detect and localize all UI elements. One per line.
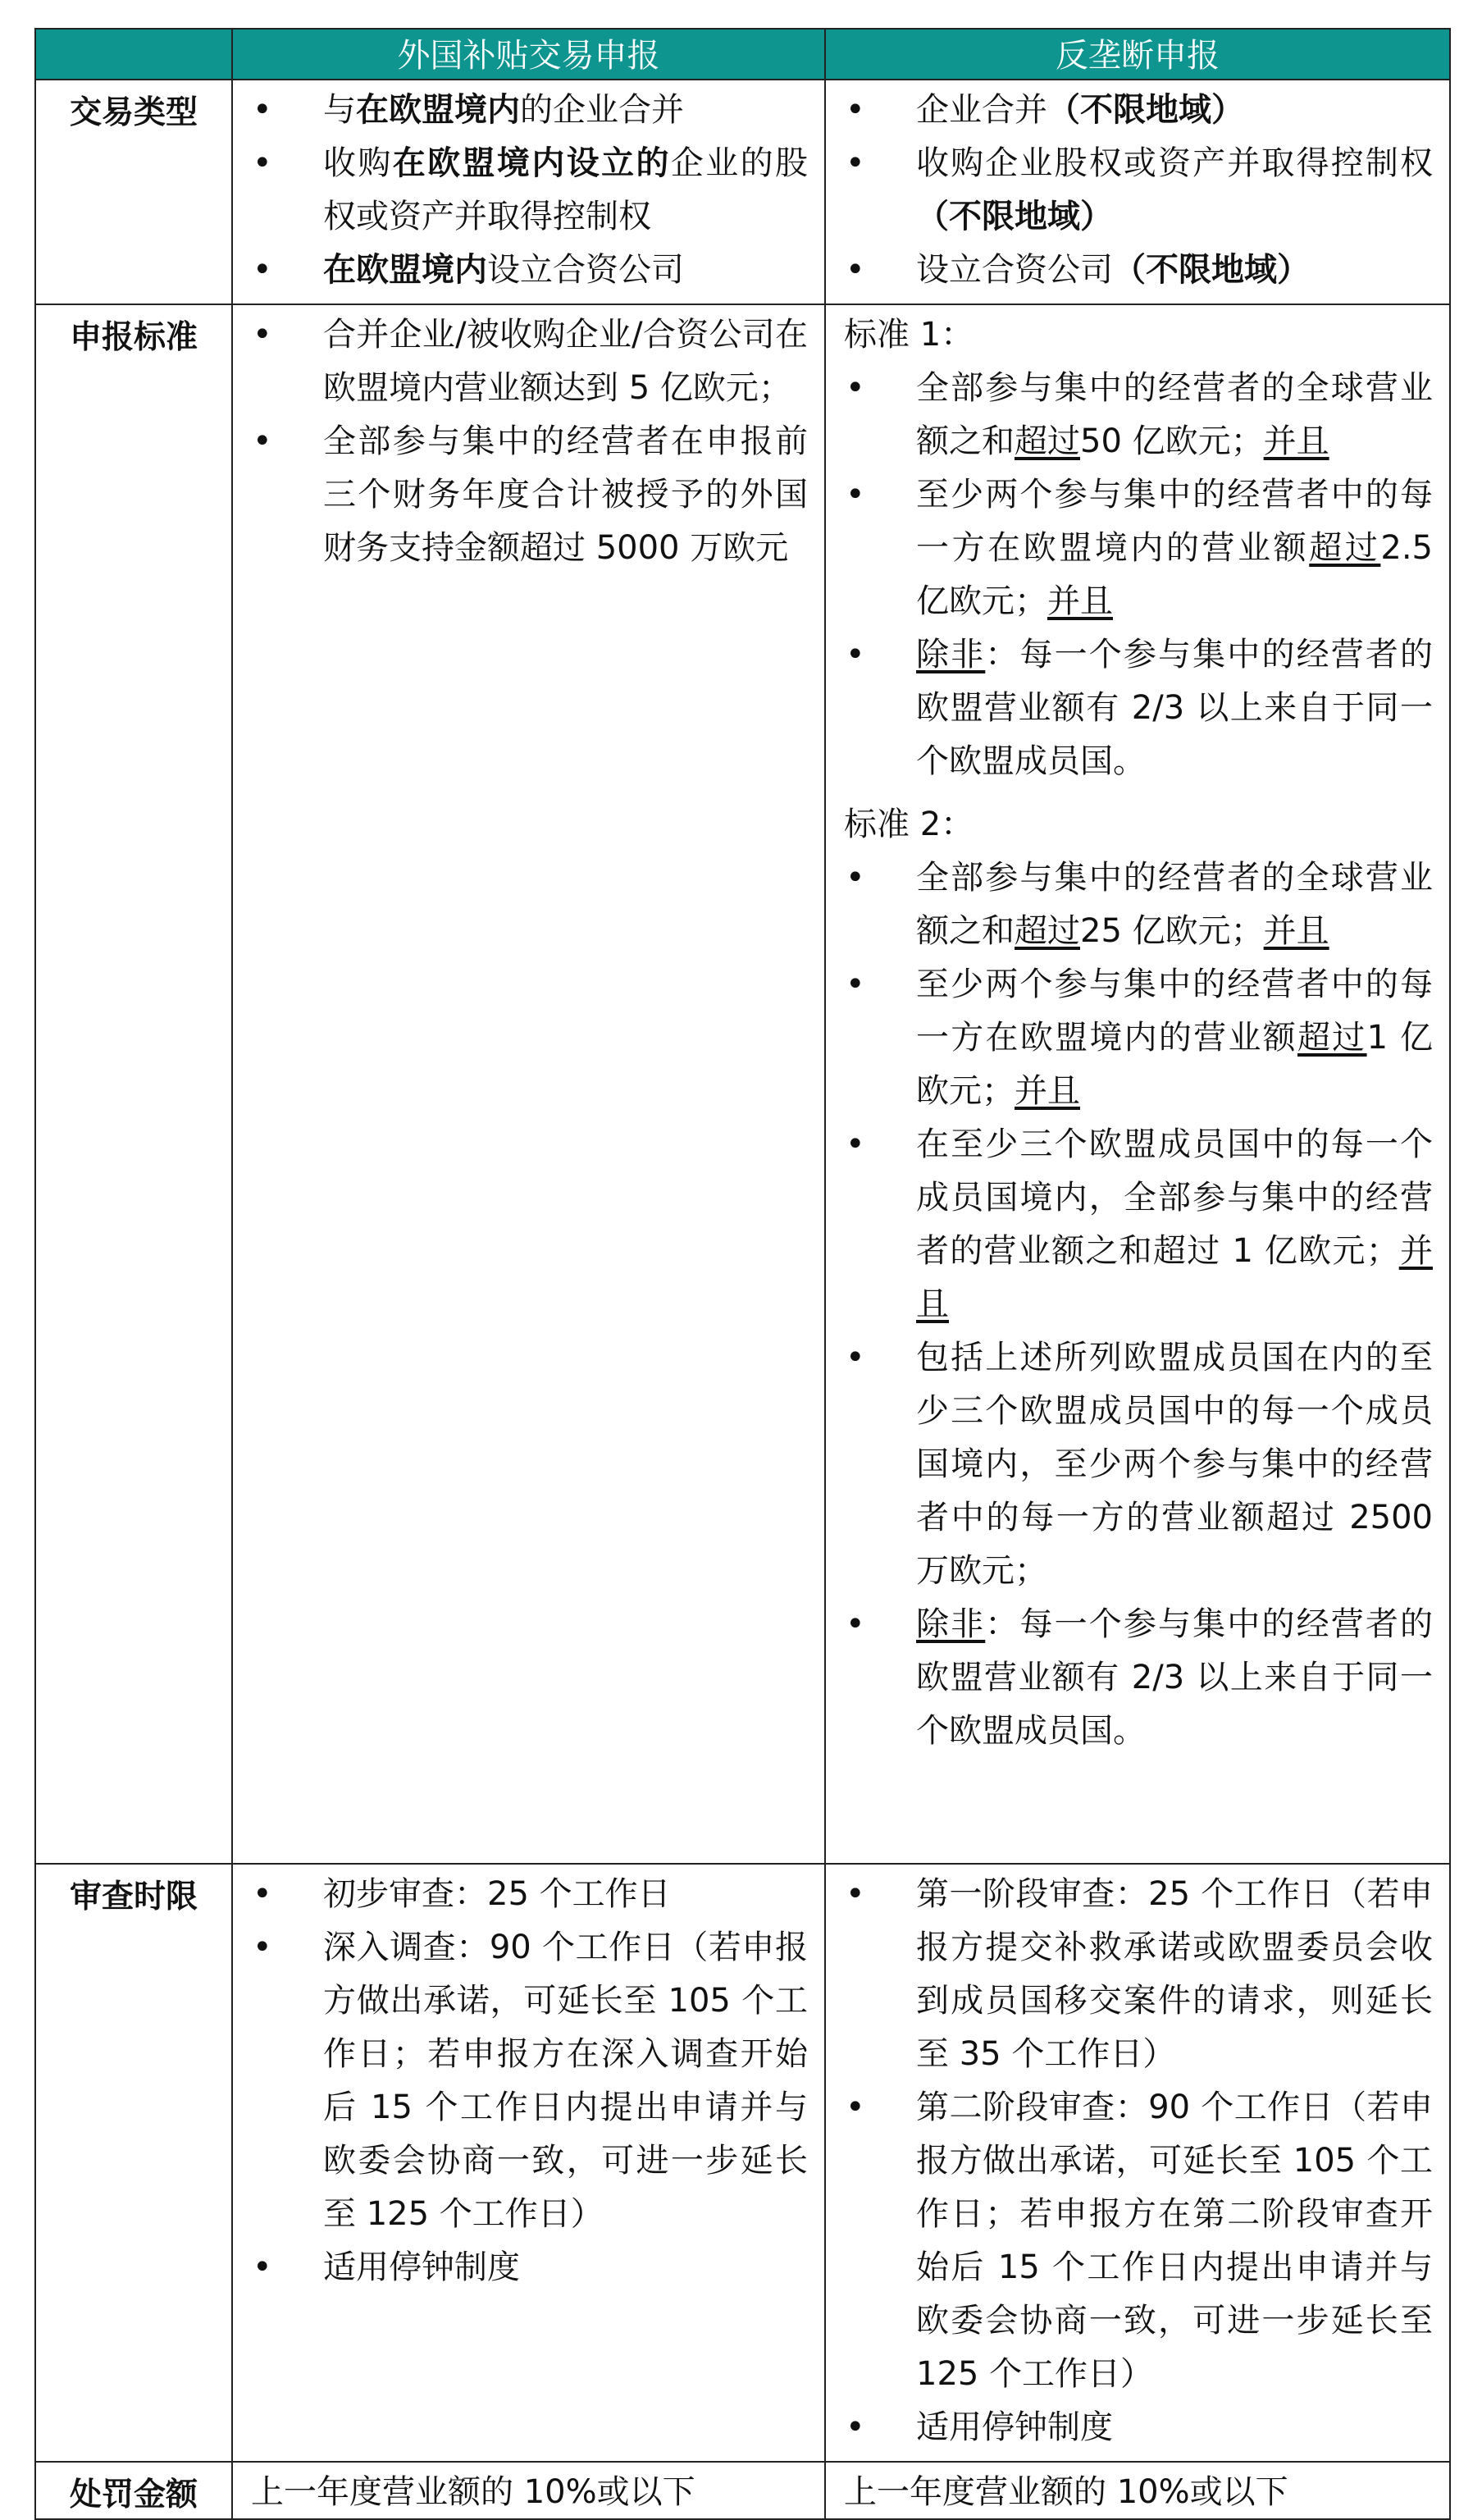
header-antitrust: 反垄断申报 — [825, 29, 1450, 80]
fsr-cell — [232, 304, 825, 1864]
fsr-cell — [232, 80, 825, 304]
list-item: • 第一阶段审查：25 个工作日（若申报方提交补救承诺或欧盟委员会收到成员国移交案件的请求，则延长至 35 个工作日） — [826, 1868, 1433, 2081]
list-item: • 在至少三个欧盟成员国中的每一个成员国境内，全部参与集中的经营者的营业额之和超过 1 亿欧元；并且 — [826, 1118, 1433, 1331]
list-item: • 包括上述所列欧盟成员国在内的至少三个欧盟成员国中的每一个成员国境内，至少两个参与集中的经营者中的每一方的营业额超过 2500 万欧元； — [826, 1331, 1433, 1598]
header-row — [35, 29, 1450, 80]
list-item: • 全部参与集中的经营者的全球营业额之和超过50 亿欧元；并且 — [826, 362, 1433, 468]
antitrust-cell — [825, 1864, 1450, 2462]
list-item: • 适用停钟制度 — [233, 2241, 808, 2294]
list-item: • 初步审查：25 个工作日 — [233, 1868, 808, 1921]
list-item: • 全部参与集中的经营者的全球营业额之和超过25 亿欧元；并且 — [826, 851, 1433, 958]
header-blank — [35, 29, 232, 80]
list-item: • 收购在欧盟境内设立的企业的股权或资产并取得控制权 — [233, 137, 808, 244]
header-fsr: 外国补贴交易申报 — [232, 29, 825, 80]
antitrust-cell — [825, 2462, 1450, 2519]
row-label: 处罚金额 — [35, 2462, 232, 2519]
criteria-2-title: 标准 2： — [844, 806, 974, 843]
penalty-fsr: 上一年度营业额的 10%或以下 — [251, 2473, 695, 2511]
penalty-antitrust: 上一年度营业额的 10%或以下 — [844, 2473, 1288, 2511]
list-item: • 深入调查：90 个工作日（若申报方做出承诺，可延长至 105 个工作日；若申报方在深入调查开始后 15 个工作日内提出申请并与欧委会协商一致，可进一步延长至 125 个工作日） — [233, 1921, 808, 2241]
antitrust-cell — [825, 80, 1450, 304]
criteria-1-title: 标准 1： — [844, 316, 974, 354]
list-item: • 除非：每一个参与集中的经营者的欧盟营业额有 2/3 以上来自于同一个欧盟成员国。 — [826, 1598, 1433, 1758]
list-item: • 至少两个参与集中的经营者中的每一方在欧盟境内的营业额超过1 亿欧元；并且 — [826, 958, 1433, 1118]
row-label: 申报标准 — [35, 304, 232, 1864]
row-filing-criteria — [35, 304, 1450, 1864]
row-label: 审查时限 — [35, 1864, 232, 2462]
comparison-table — [34, 28, 1451, 2520]
list-item: • 收购企业股权或资产并取得控制权（不限地域） — [826, 137, 1433, 244]
row-review-period — [35, 1864, 1450, 2462]
list-item: • 在欧盟境内设立合资公司 — [233, 244, 808, 297]
row-label: 交易类型 — [35, 80, 232, 304]
row-transaction-type — [35, 80, 1450, 304]
row-penalty — [35, 2462, 1450, 2519]
list-item: • 设立合资公司（不限地域） — [826, 244, 1433, 297]
list-item: • 全部参与集中的经营者在申报前三个财务年度合计被授予的外国财务支持金额超过 5000 万欧元 — [233, 415, 808, 575]
list-item: • 与在欧盟境内的企业合并 — [233, 84, 808, 137]
list-item: • 第二阶段审查：90 个工作日（若申报方做出承诺，可延长至 105 个工作日；若申报方在第二阶段审查开始后 15 个工作日内提出申请并与欧委会协商一致，可进一步延长至 125 个工作日） — [826, 2081, 1433, 2401]
fsr-cell — [232, 1864, 825, 2462]
fsr-cell — [232, 2462, 825, 2519]
list-item: • 合并企业/被收购企业/合资公司在欧盟境内营业额达到 5 亿欧元； — [233, 308, 808, 415]
antitrust-cell — [825, 304, 1450, 1864]
list-item: • 适用停钟制度 — [826, 2401, 1433, 2454]
list-item: • 除非：每一个参与集中的经营者的欧盟营业额有 2/3 以上来自于同一个欧盟成员国。 — [826, 628, 1433, 788]
list-item: • 企业合并（不限地域） — [826, 84, 1433, 137]
list-item: • 至少两个参与集中的经营者中的每一方在欧盟境内的营业额超过2.5 亿欧元；并且 — [826, 468, 1433, 628]
